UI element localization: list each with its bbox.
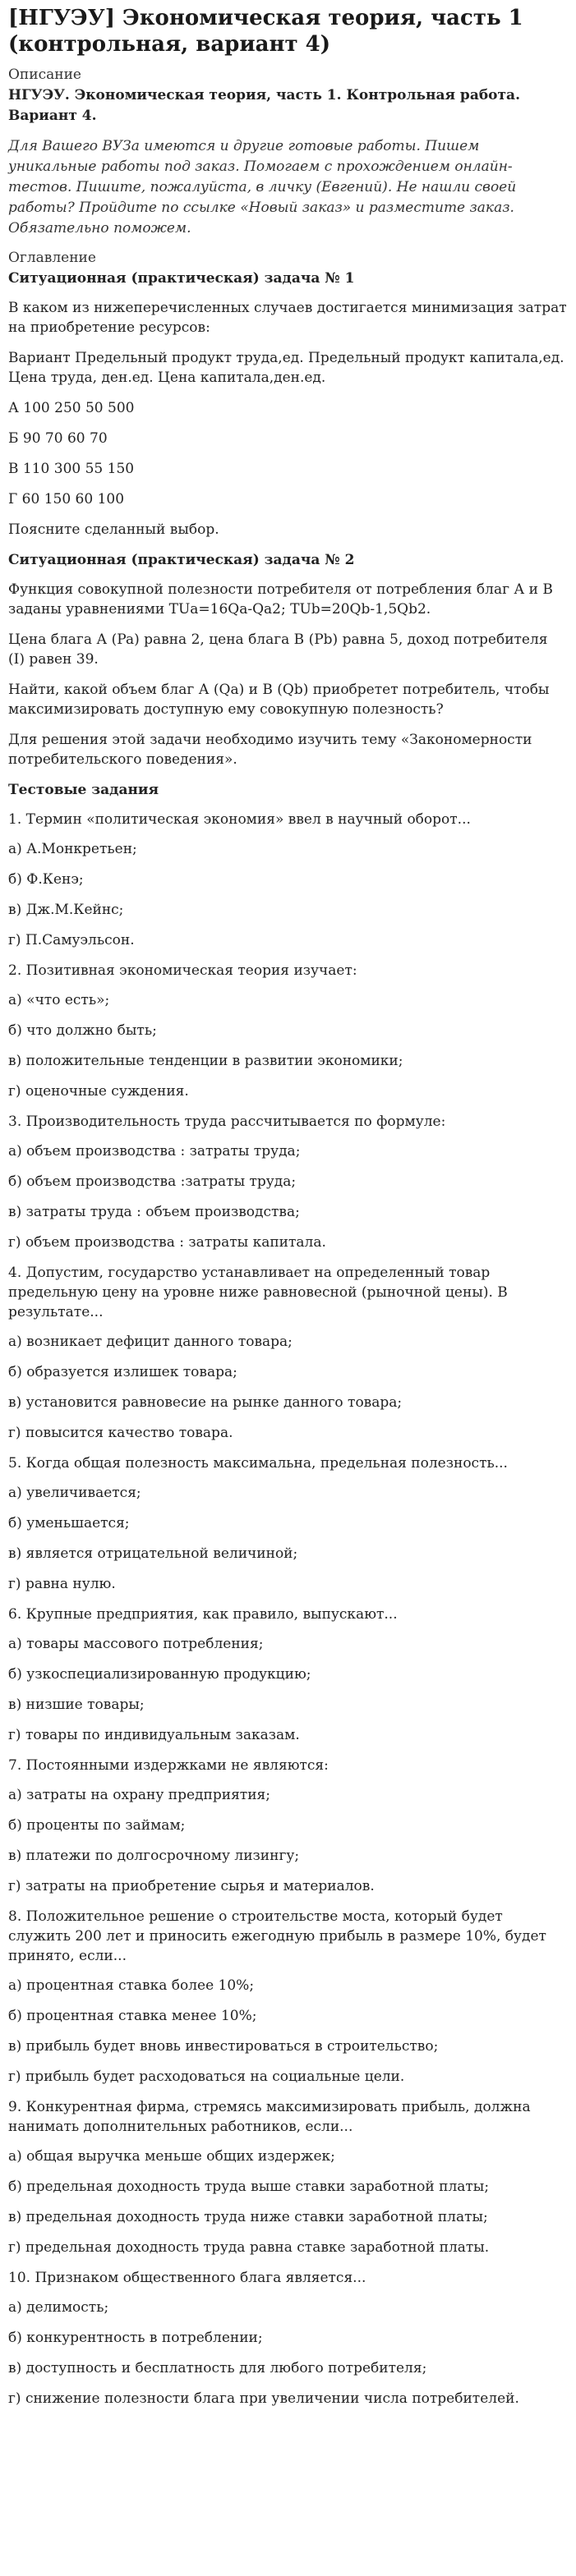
answer-option: в) положительные тенденции в развитии экономики; xyxy=(8,1053,403,1069)
question-block xyxy=(8,961,568,1101)
answer-option: г) предельная доходность труда равна ставке заработной платы. xyxy=(8,2239,490,2256)
answer-option: а) увеличивается; xyxy=(8,1485,141,1501)
task1-row: Б 90 70 60 70 xyxy=(8,430,108,447)
answer-option: г) прибыль будет расходоваться на социальные цели. xyxy=(8,2069,405,2085)
answer-option: а) общая выручка меньше общих издержек; xyxy=(8,2148,335,2165)
question-text: 5. Когда общая полезность максимальна, предельная полезность... xyxy=(8,1455,508,1472)
answer-option: в) является отрицательной величиной; xyxy=(8,1545,298,1562)
question-block xyxy=(8,1112,568,1252)
answer-option: а) делимость; xyxy=(8,2299,109,2316)
answer-option: в) доступность и бесплатность для любого потребителя; xyxy=(8,2360,427,2376)
task2-paragraph: Цена блага А (Pa) равна 2, цена блага В (Pb) равна 5, доход потребителя (I) равен 39. xyxy=(8,631,548,668)
task1-table-header: Вариант Предельный продукт труда,ед. Предельный продукт капитала,ед. Цена труда, ден.ед. Цена капитала,ден.ед. xyxy=(8,350,564,386)
answer-option: г) объем производства : затраты капитала. xyxy=(8,1234,326,1251)
description-title: НГУЭУ. Экономическая теория, часть 1. Контрольная работа. Вариант 4. xyxy=(8,87,520,124)
answer-option: б) уменьшается; xyxy=(8,1515,130,1531)
question-block xyxy=(8,810,568,950)
answer-option: б) процентная ставка менее 10%; xyxy=(8,2008,257,2024)
task1-heading: Ситуационная (практическая) задача № 1 xyxy=(8,270,355,287)
answer-option: б) узкоспециализированную продукцию; xyxy=(8,1666,311,1683)
toc-label: Оглавление xyxy=(8,250,96,266)
description-label: Описание xyxy=(8,67,81,83)
answer-option: а) процентная ставка более 10%; xyxy=(8,1977,255,1994)
answer-option: б) что должно быть; xyxy=(8,1022,157,1039)
answer-option: г) снижение полезности блага при увеличении числа потребителей. xyxy=(8,2390,519,2407)
answer-option: б) предельная доходность труда выше ставки заработной платы; xyxy=(8,2179,490,2195)
question-text: 10. Признаком общественного блага является... xyxy=(8,2270,366,2286)
answer-option: в) прибыль будет вновь инвестироваться в строительство; xyxy=(8,2038,439,2055)
question-block xyxy=(8,1263,568,1443)
question-block xyxy=(8,2097,568,2257)
answer-option: г) товары по индивидуальным заказам. xyxy=(8,1727,300,1743)
task1-row: В 110 300 55 150 xyxy=(8,461,135,477)
question-list xyxy=(8,810,568,2408)
question-block xyxy=(8,1756,568,1896)
answer-option: б) Ф.Кенэ; xyxy=(8,871,84,888)
answer-option: а) товары массового потребления; xyxy=(8,1636,264,1652)
tests-heading: Тестовые задания xyxy=(8,782,159,798)
answer-option: а) А.Монкретьен; xyxy=(8,841,137,857)
question-block xyxy=(8,1907,568,2087)
task2-paragraph: Для решения этой задачи необходимо изучить тему «Закономерности потребительского поведения». xyxy=(8,732,532,768)
question-block xyxy=(8,1453,568,1594)
answer-option: в) платежи по долгосрочному лизингу; xyxy=(8,1848,300,1864)
question-text: 2. Позитивная экономическая теория изучает: xyxy=(8,962,357,979)
task1-footer: Поясните сделанный выбор. xyxy=(8,521,219,538)
question-text: 6. Крупные предприятия, как правило, выпускают... xyxy=(8,1606,398,1623)
answer-option: а) «что есть»; xyxy=(8,992,110,1008)
answer-option: г) оценочные суждения. xyxy=(8,1083,189,1100)
task1-row: Г 60 150 60 100 xyxy=(8,491,125,507)
question-text: 4. Допустим, государство устанавливает на определенный товар предельную цену на уровне ниже равновесной (рыночной цены). В результате... xyxy=(8,1265,508,1320)
answer-option: б) образуется излишек товара; xyxy=(8,1364,237,1380)
task2-paragraph: Функция совокупной полезности потребителя от потребления благ А и В заданы уравнениями TUa=16Qa-Qa2; TUb=20Qb-1,5Qb2. xyxy=(8,581,553,618)
question-block xyxy=(8,2268,568,2408)
task1-text: В каком из нижеперечисленных случаев достигается минимизация затрат на приобретение ресурсов: xyxy=(8,300,567,336)
task2-heading: Ситуационная (практическая) задача № 2 xyxy=(8,552,355,568)
answer-option: а) затраты на охрану предприятия; xyxy=(8,1787,270,1803)
task2-paragraph: Найти, какой объем благ А (Qa) и В (Qb) приобретет потребитель, чтобы максимизировать доступную ему совокупную полезность? xyxy=(8,682,550,718)
answer-option: а) объем производства : затраты труда; xyxy=(8,1143,301,1159)
answer-option: в) предельная доходность труда ниже ставки заработной платы; xyxy=(8,2209,488,2225)
answer-option: в) низшие товары; xyxy=(8,1697,145,1713)
task1-row: А 100 250 50 500 xyxy=(8,400,135,416)
question-text: 9. Конкурентная фирма, стремясь максимизировать прибыль, должна нанимать дополнительных работников, если... xyxy=(8,2099,531,2135)
answer-option: г) повысится качество товара. xyxy=(8,1425,233,1441)
answer-option: в) Дж.М.Кейнс; xyxy=(8,902,124,918)
answer-option: б) объем производства :затраты труда; xyxy=(8,1173,297,1190)
answer-option: б) конкурентность в потреблении; xyxy=(8,2330,263,2346)
question-block xyxy=(8,1605,568,1745)
question-text: 1. Термин «политическая экономия» ввел в научный оборот... xyxy=(8,811,471,828)
answer-option: б) проценты по займам; xyxy=(8,1817,186,1834)
answer-option: г) П.Самуэльсон. xyxy=(8,932,135,948)
question-text: 3. Производительность труда рассчитывается по формуле: xyxy=(8,1114,446,1130)
question-text: 7. Постоянными издержками не являются: xyxy=(8,1757,329,1774)
answer-option: в) установится равновесие на рынке данного товара; xyxy=(8,1394,403,1411)
answer-option: в) затраты труда : объем производства; xyxy=(8,1204,300,1220)
answer-option: г) равна нулю. xyxy=(8,1576,116,1592)
answer-option: г) затраты на приобретение сырья и материалов. xyxy=(8,1878,375,1894)
page-title: [НГУЭУ] Экономическая теория, часть 1 (контрольная, вариант 4) xyxy=(8,6,523,57)
notice-text: Для Вашего ВУЗа имеются и другие готовые работы. Пишем уникальные работы под заказ. Помогаем с прохождением онлайн-тестов. Пишите, пожалуйста, в личку (Евгений). Не нашли своей работы? Пройдите по ссылке «Новый заказ» и разместите заказ. Обязательно поможем. xyxy=(8,138,517,236)
question-text: 8. Положительное решение о строительстве моста, который будет служить 200 лет и приносить ежегодную прибыль в размере 10%, будет принято, если... xyxy=(8,1908,546,1964)
answer-option: а) возникает дефицит данного товара; xyxy=(8,1334,293,1350)
